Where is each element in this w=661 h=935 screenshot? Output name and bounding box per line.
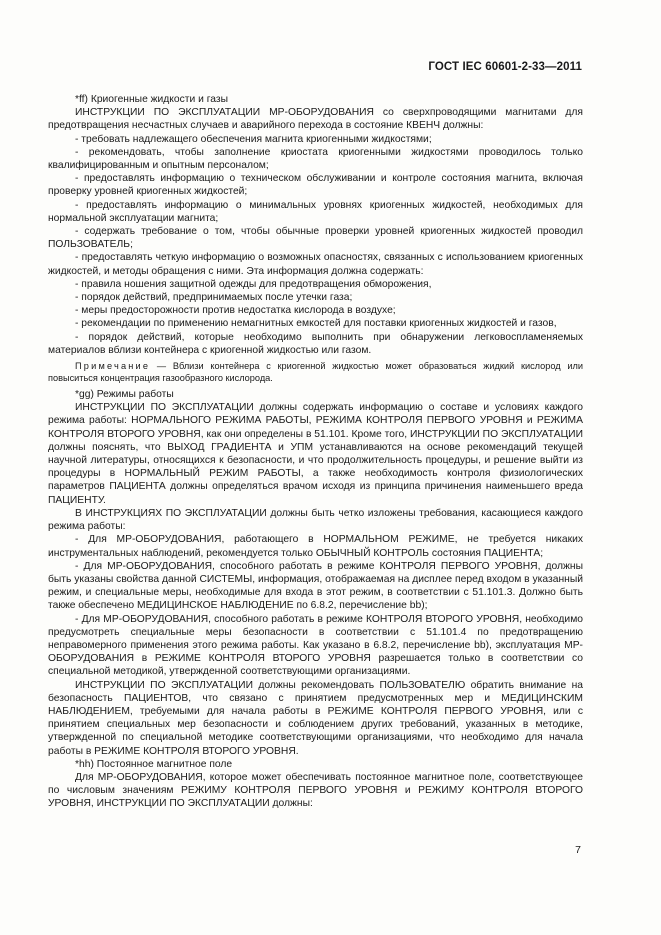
paragraph: Для МР-ОБОРУДОВАНИЯ, которое может обеспечивать постоянное магнитное поле, соответствующее по числовым значениям РЕЖИМУ КОНТРОЛЯ ПЕРВОГО УРОВНЯ и РЕЖИМУ КОНТРОЛЯ ВТОРОГО УРОВНЯ, ИНСТРУКЦИИ ПО ЭКСПЛУАТАЦИИ должны: [48, 771, 583, 810]
list-item: - Для МР-ОБОРУДОВАНИЯ, работающего в НОРМАЛЬНОМ РЕЖИМЕ, не требуется никаких инструментальных наблюдений, рекомендуется только ОБЫЧНЫЙ КОНТРОЛЬ состояния ПАЦИЕНТА; [48, 534, 583, 559]
note-text: — Вблизи контейнера с криогенной жидкостью может образоваться жидкий кислород или повыситься концентрация газообразного кислорода. [48, 361, 583, 384]
section-heading-gg: *gg) Режимы работы [75, 389, 174, 401]
note [48, 360, 583, 384]
sub-list-item: - меры предосторожности против недостатка кислорода в воздухе; [75, 305, 396, 317]
sub-list-item: - порядок действий, предпринимаемых после утечки газа; [75, 292, 353, 304]
note-label: Примечание [75, 361, 151, 372]
sub-list-item: - правила ношения защитной одежды для предотвращения обморожения, [75, 278, 432, 290]
sub-list-item: - порядок действий, которые необходимо выполнить при обнаружении легковоспламеняемых материалов вблизи контейнера с криогенной жидкостью или газом. [48, 331, 583, 356]
list-item: - содержать требование о том, чтобы обычные проверки уровней криогенных жидкостей проводил ПОЛЬЗОВАТЕЛЬ; [48, 226, 583, 251]
page-number: 7 [575, 844, 581, 856]
paragraph: ИНСТРУКЦИИ ПО ЭКСПЛУАТАЦИИ должны рекомендовать ПОЛЬЗОВАТЕЛЮ обратить внимание на безопасность ПАЦИЕНТОВ, что связано с принятием предусмотренных мер и МЕДИЦИНСКИМ НАБЛЮДЕНИЕМ, требуемыми для начала работы в РЕЖИМЕ КОНТРОЛЯ ПЕРВОГО УРОВНЯ, или с принятием специальных мер безопасности и соблюдением других требований, указанных в методике, утвержденной по специальной методике соответствующими организациями, что необходимо для начала работы в РЕЖИМЕ КОНТРОЛЯ ВТОРОГО УРОВНЯ. [48, 679, 583, 757]
document-body [48, 93, 583, 811]
section-heading-hh: *hh) Постоянное магнитное поле [75, 758, 233, 770]
sub-list-item: - рекомендации по применению немагнитных емкостей для поставки криогенных жидкостей и газов, [75, 318, 557, 330]
list-item: - рекомендовать, чтобы заполнение криостата криогенными жидкостями проводилось только квалифицированным и опытным персоналом; [48, 146, 583, 172]
list-item: - требовать надлежащего обеспечения магнита криогенными жидкостями; [75, 133, 432, 145]
list-item: - предоставлять информацию о минимальных уровнях криогенных жидкостей, необходимых для нормальной эксплуатации магнита; [48, 199, 583, 224]
list-item: - предоставлять четкую информацию о возможных опасностях, связанных с использованием криогенных жидкостей, и методы обращения с ними. Эта информация должна содержать: [48, 252, 583, 277]
paragraph: ИНСТРУКЦИИ ПО ЭКСПЛУАТАЦИИ должны содержать информацию о составе и условиях каждого режима работы: НОРМАЛЬНОГО РЕЖИМА РАБОТЫ, РЕЖИМА КОНТРОЛЯ ПЕРВОГО УРОВНЯ и РЕЖИМА КОНТРОЛЯ ВТОРОГО УРОВНЯ, как они определены в 51.101. Кроме того, ИНСТРУКЦИИ ПО ЭКСПЛУАТАЦИИ должны пояснять, что ВЫХОД ГРАДИЕНТА и УПМ устанавливаются на основе рекомендаций текущей научной литературы, относящихся к безопасности, и что продолжительность процедуры, и решение выйти из процедуры в НОРМАЛЬНЫЙ РЕЖИМ РАБОТЫ, а также необходимость контроля физиологических параметров ПАЦИЕНТА должны определяться врачом исходя из принципа причинения наименьшего вреда ПАЦИЕНТУ. [48, 402, 583, 506]
list-item: - Для МР-ОБОРУДОВАНИЯ, способного работать в режиме КОНТРОЛЯ ВТОРОГО УРОВНЯ, необходимо предусмотреть специальные меры безопасности в соответствии с 51.101.4 по предотвращению неправомерного применения этого режима работы. Как указано в 6.8.2, перечисление bb), эксплуатация МР-ОБОРУДОВАНИЯ в РЕЖИМЕ КОНТРОЛЯ ВТОРОГО УРОВНЯ разрешается только в соответствии со специальной методикой, утвержденной соответствующими организациями. [48, 613, 583, 678]
paragraph: ИНСТРУКЦИИ ПО ЭКСПЛУАТАЦИИ МР-ОБОРУДОВАНИЯ со сверхпроводящими магнитами для предотвращения несчастных случаев и аварийного перехода в состояние КВЕНЧ должны: [48, 107, 583, 132]
paragraph: В ИНСТРУКЦИЯХ ПО ЭКСПЛУАТАЦИИ должны быть четко изложены требования, касающиеся каждого режима работы: [48, 507, 583, 533]
section-heading-ff: *ff) Криогенные жидкости и газы [75, 94, 229, 105]
document-header: ГОСТ IEC 60601-2-33—2011 [428, 61, 582, 73]
list-item: - Для МР-ОБОРУДОВАНИЯ, способного работать в режиме КОНТРОЛЯ ПЕРВОГО УРОВНЯ, должны быть указаны свойства данной СИСТЕМЫ, информация, отображаемая на дисплее перед входом в указанный режим, и специальные меры, необходимые для входа в этот режим, в соответствии с 51.101.3. Должно быть также обеспечено МЕДИЦИНСКОЕ НАБЛЮДЕНИЕ по 6.8.2, перечисление bb); [48, 560, 583, 612]
list-item: - предоставлять информацию о техническом обслуживании и контроле состояния магнита, включая проверку уровней криогенных жидкостей; [48, 173, 583, 198]
